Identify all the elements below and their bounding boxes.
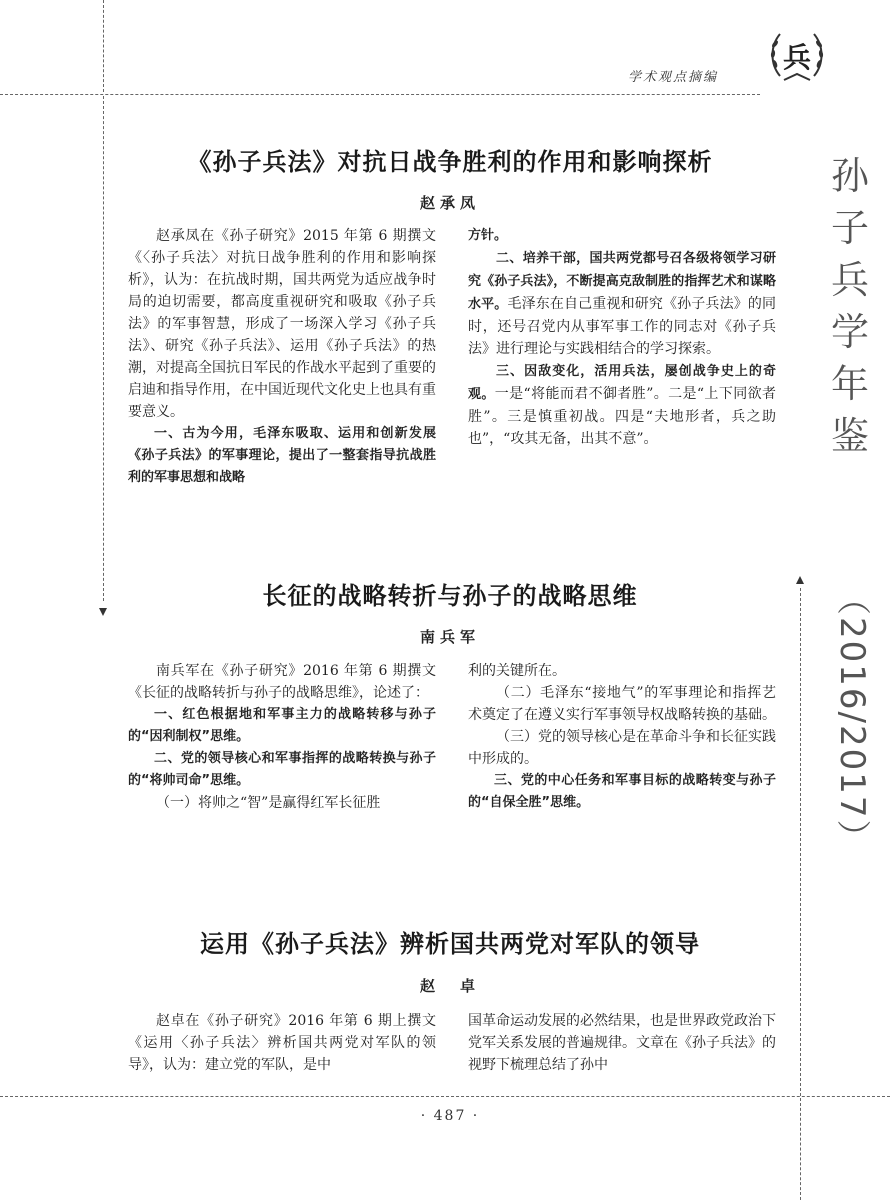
section-label: 学术观点摘编: [628, 70, 719, 85]
paragraph: 利的关键所在。: [468, 663, 566, 679]
side-title-years: （2016/2017）: [832, 581, 872, 856]
article-right-column: [468, 660, 776, 814]
bold-heading: 一、古为今用，毛泽东吸取、运用和创新发展《孙子兵法》的军事理论，提出了一整套指导抗战胜利的军事思想和战略: [128, 426, 436, 485]
article-left-column: [128, 660, 436, 814]
footer-dashed-rule: [0, 1096, 890, 1097]
side-title-char: 兵: [830, 258, 869, 302]
article-author: 赵 卓: [419, 977, 480, 995]
article-right-column: [468, 225, 776, 450]
header-dashed-rule: [0, 94, 760, 95]
bold-heading: 二、培养干部，国共两党都号召各级将领学习研究《孙子兵法》，不断提高克敌制胜的指挥艺术和谋略水平。: [468, 251, 776, 312]
yearbook-logo: [766, 24, 828, 86]
paragraph: 赵承凤在《孙子研究》2015 年第 6 期撰文《〈孙子兵法〉对抗日战争胜利的作用和影响探析》，认为：在抗战时期，国共两党为适应战争时局的迫切需要，都高度重视研究和吸取《孙子兵法》的军事智慧，形成了一场深入学习《孙子兵法》、研究《孙子兵法》、运用《孙子兵法》的热潮，对提高全国抗日军民的作战水平起到了重要的启迪和指导作用，在中国近现代文化史上也具有重要意义。: [128, 228, 436, 420]
paragraph: （二）毛泽东“接地气”的军事理论和指挥艺术奠定了在遵义实行军事领导权战略转换的基础。: [468, 685, 776, 723]
top-left-dashed-guide: [103, 0, 104, 92]
article-title: 长征的战略转折与孙子的战略思维: [262, 582, 638, 610]
bold-heading: 一、红色根据地和军事主力的战略转移与孙子的“因利制权”思维。: [128, 707, 436, 744]
paragraph: （三）党的领导核心是在革命斗争和长征实践中形成的。: [468, 729, 776, 767]
logo-glyph: 兵: [782, 41, 811, 74]
paragraph: [468, 360, 776, 450]
bold-heading: 三、因敌变化，活用兵法，屡创战争史上的奇观。: [468, 364, 776, 402]
paragraph: 国革命运动发展的必然结果，也是世界政党政治下党军关系发展的普遍规律。文章在《孙子兵法》的视野下梳理总结了孙中: [468, 1013, 776, 1073]
side-title-char: 孙: [830, 154, 869, 198]
paragraph: [468, 247, 776, 360]
right-dashed-guide: [800, 588, 801, 1096]
article-title: 运用《孙子兵法》辨析国共两党对军队的领导: [200, 930, 700, 958]
paragraph: 南兵军在《孙子研究》2016 年第 6 期撰文《长征的战略转折与孙子的战略思维》，论述了：: [128, 663, 436, 701]
article-left-column: [128, 225, 436, 489]
bold-heading: 二、党的领导核心和军事指挥的战略转换与孙子的“将帅司命”思维。: [128, 751, 436, 788]
bold-heading: 方针。: [468, 228, 508, 243]
article-author: 赵承凤: [419, 194, 480, 212]
side-title-char: 子: [830, 206, 869, 250]
article-right-column: [468, 1010, 776, 1076]
page-number: · 487 ·: [420, 1108, 480, 1124]
side-title-char: 年: [830, 362, 869, 406]
article-title: 《孙子兵法》对抗日战争胜利的作用和影响探析: [187, 148, 713, 176]
paragraph: （一）将帅之“智”是赢得红军长征胜: [156, 795, 381, 811]
paragraph: 赵卓在《孙子研究》2016 年第 6 期上撰文《运用〈孙子兵法〉辨析国共两党对军队的领导》，认为：建立党的军队，是中: [128, 1013, 436, 1073]
article-author: 南兵军: [419, 628, 480, 646]
side-title-char: 鉴: [830, 414, 869, 458]
article-left-column: [128, 1010, 436, 1076]
bold-heading: 三、党的中心任务和军事目标的战略转变与孙子的“自保全胜”思维。: [468, 773, 776, 810]
side-title-char: 学: [830, 310, 869, 354]
paragraph-text: 毛泽东在自己重视和研究《孙子兵法》的同时，还号召党内从事军事工作的同志对《孙子兵法》进行理论与实践相结合的学习探索。: [468, 296, 776, 357]
paragraph-text: 一是“将能而君不御者胜”。二是“上下同欲者胜”。三是慎重初战。四是“夫地形者，兵之助也”，“攻其无备，出其不意”。: [468, 386, 776, 447]
